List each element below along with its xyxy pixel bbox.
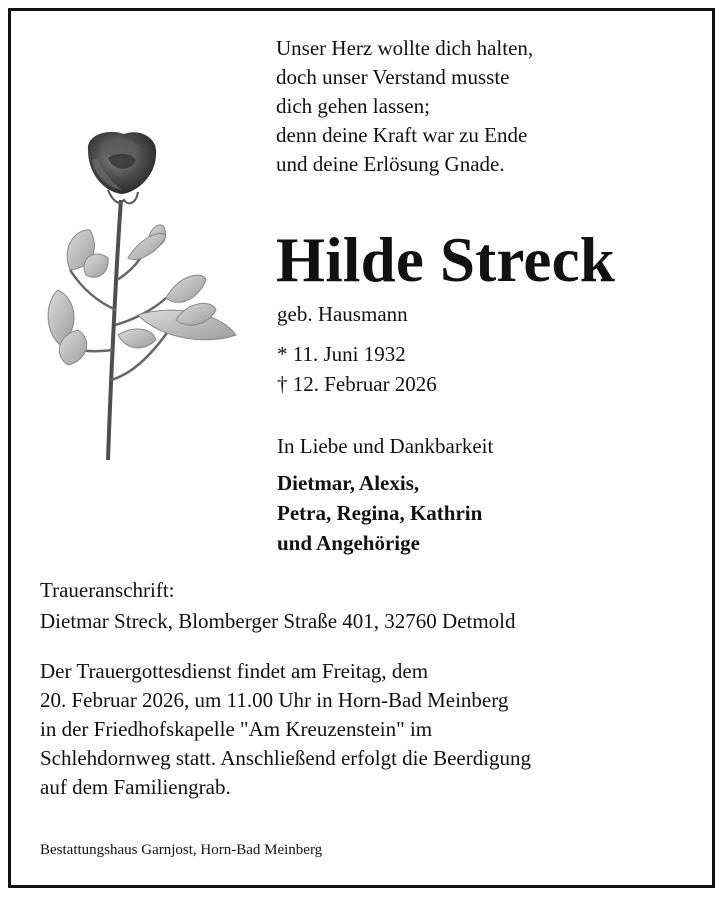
mourners-list — [277, 468, 482, 558]
poem-line: doch unser Verstand musste — [276, 65, 510, 89]
poem-line: Unser Herz wollte dich halten, — [276, 36, 534, 60]
mourner-line: Dietmar, Alexis, — [277, 471, 420, 495]
deceased-name: Hilde Streck — [276, 225, 615, 295]
poem-line: dich gehen lassen; — [276, 94, 430, 118]
birth-date: * 11. Juni 1932 — [277, 342, 406, 366]
maiden-name: geb. Hausmann — [277, 302, 408, 326]
mourner-line: Petra, Regina, Kathrin — [277, 501, 483, 525]
service-line: 20. Februar 2026, um 11.00 Uhr in Horn-Bad Meinberg — [40, 688, 509, 712]
death-date: † 12. Februar 2026 — [277, 372, 437, 396]
address-value: Dietmar Streck, Blomberger Straße 401, 32760 Detmold — [40, 609, 516, 633]
life-dates — [277, 339, 437, 399]
poem — [276, 34, 533, 179]
mourning-address — [40, 575, 516, 637]
address-label: Traueranschrift: — [40, 578, 175, 602]
mourner-line: und Angehörige — [277, 531, 420, 555]
rose-icon — [38, 130, 243, 465]
service-line: in der Friedhofskapelle "Am Kreuzenstein" im — [40, 717, 433, 741]
service-line: Der Trauergottesdienst findet am Freitag, dem — [40, 659, 429, 683]
service-info — [40, 657, 531, 802]
mourners-intro: In Liebe und Dankbarkeit — [277, 434, 494, 458]
service-line: Schlehdornweg statt. Anschließend erfolgt die Beerdigung — [40, 746, 532, 770]
poem-line: denn deine Kraft war zu Ende — [276, 123, 528, 147]
service-line: auf dem Familiengrab. — [40, 775, 231, 799]
poem-line: und deine Erlösung Gnade. — [276, 152, 505, 176]
undertaker: Bestattungshaus Garnjost, Horn-Bad Meinberg — [40, 842, 323, 858]
